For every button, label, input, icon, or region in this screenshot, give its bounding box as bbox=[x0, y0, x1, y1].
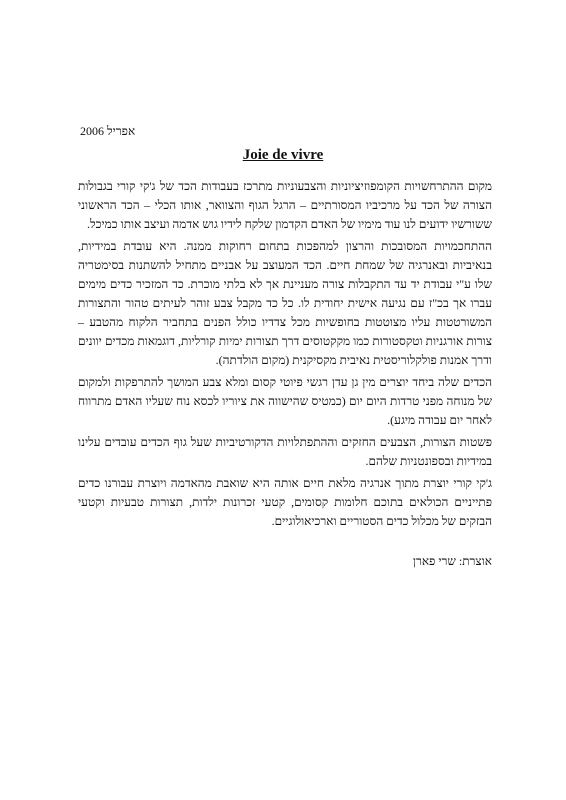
paragraph: ההתחכמויות המסובכות והרצון למהפכות בתחום רחוקות ממנה. היא עובדת במידיות, בנאיביות ובאנרגיה של שמחת חיים. הכד המעוצב על אבניים מתחיל להשתנות בסימטריה שלו ע"י עבודת יד עד התקבלות צורה מעניינת אך לא בלתי מוכרת. כד המזכיר כדים מימים עברו אך בכ"ז עם נגיעה אישית יחודית לו. כל כד מקבל צבע זוהר לעיתים טהור והתצורות המשורטטות עליו מצוטטות בחופשיות מכל צדדיו כולל הפנים בתחביר הלקוח מהטבע – צורות אורגניות וטקסטורות כמו מקקטוסים דרך תצורות ימיות קורליות, דוגמאות מכדים יוונים ודרך אמנות פולקלוריסטית נאיבית מקסיקנית (מקום הולדתה). bbox=[78, 239, 492, 367]
paragraph: ג'קי קורי יוצרת מתוך אנרגיה מלאת חיים אותה היא שואבת מהאדמה ויוצרת עבורנו כדים פתייניים הכולאים בתוכם חלומות קסומים, קטעי זכרונות ילדות, תצורות טבעיות וקטעי הבזקים של מכלול כדים הסטוריים וארכיאולוגיים. bbox=[78, 476, 492, 528]
paragraph: הכדים שלה ביחד יוצרים מין גן עדן רגשי פיוטי קסום ומלא צבע המושך להתרפקות ולמקום של מנוחה מפני טרדות היום יום (כמטיס שהישווה את ציוריו לכסא נוח שעליו האדם מתרווח לאחר יום עבודה מיגע). bbox=[78, 375, 492, 427]
paragraph: מקום ההתרחשויות הקומפוזיציוניות והצבעוניות מתרכז בעבודות הכד של ג'קי קורי בגבולות הצורה של הכד על מרכיביו המסורתיים – הרגל הגוף והצוואר, אותו הכלי – הכד הראשוני ששורשיו ידועים לנו עוד מימיו של האדם הקדמון שלקח לידיו גוש אדמה ועיצב אותו כמיכל. bbox=[78, 179, 492, 231]
paragraph: פשטות הצורות, הצבעים החזקים וההתפתלויות הדקורטיביות שעל גוף הכדים עובדים עלינו במידיות ובספונטניות שלהם. bbox=[78, 435, 492, 468]
document-date: אפריל 2006 bbox=[80, 124, 136, 138]
document-title: Joie de vivre bbox=[242, 147, 324, 163]
document-body bbox=[78, 177, 492, 534]
curator-credit: אוצרת: שרי פארן bbox=[412, 554, 492, 568]
